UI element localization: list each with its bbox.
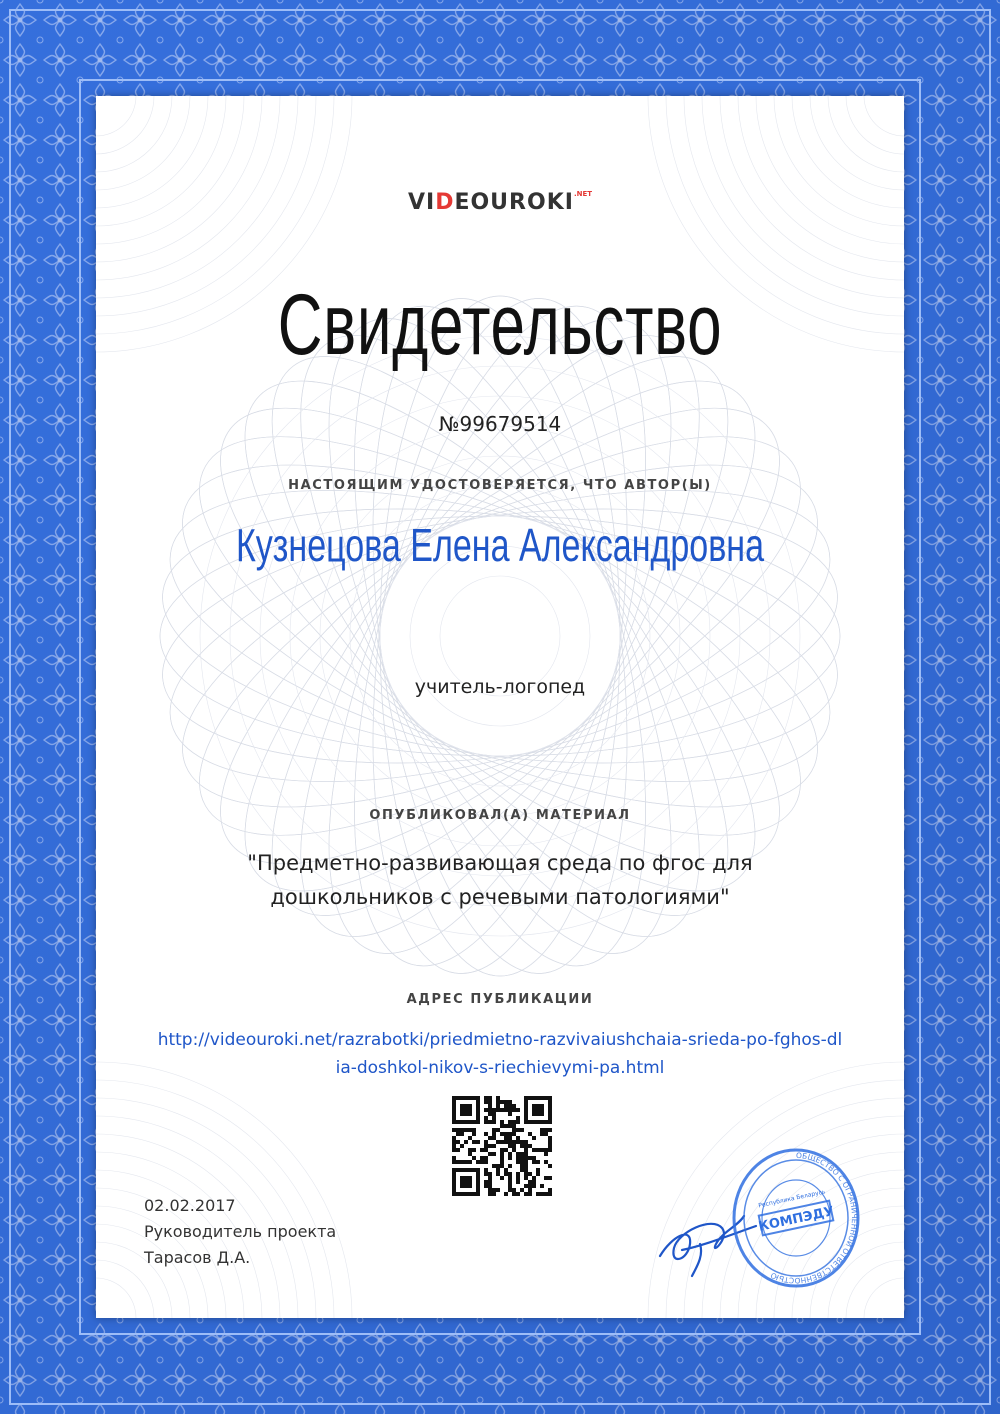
stamp-seal-icon <box>730 1142 862 1292</box>
logo-net: .NET <box>573 190 593 198</box>
logo-part-red: D <box>435 190 455 215</box>
certificate-title: Свидетельство <box>277 277 723 373</box>
videouroki-logo <box>96 190 904 215</box>
stamp-center-text: КОМПЭДУ <box>757 1204 836 1235</box>
address-caption: АДРЕС ПУБЛИКАЦИИ <box>406 992 594 1007</box>
issue-date: 02.02.2017 <box>144 1196 236 1215</box>
author-position: учитель-логопед <box>414 676 586 698</box>
certify-caption: НАСТОЯЩИМ УДОСТОВЕРЯЕТСЯ, ЧТО АВТОР(Ы) <box>288 478 712 493</box>
qr-code-icon <box>452 1096 552 1196</box>
head-name: Тарасов Д.А. <box>144 1248 251 1267</box>
stamp-country-text: Республика Беларусь <box>757 1188 827 1210</box>
stamp-ring-text: ОБЩЕСТВО С ОГРАНИЧЕННОЙ ОТВЕТСТВЕННОСТЬЮ <box>769 1150 859 1286</box>
head-label: Руководитель проекта <box>144 1222 337 1241</box>
material-title: "Предметно-развивающая среда по фгос для дошкольников с речевыми патологиями" <box>247 851 753 909</box>
publication-url-link[interactable]: http://videouroki.net/razrabotki/priedmietno-razvivaiushchaia-srieda-po-fghos-dlia-doshkol-nikov-s-riechievymi-pa.html <box>157 1030 843 1078</box>
logo-part-2: EOUROKI <box>454 190 574 215</box>
certificate-sheet <box>96 96 904 1318</box>
logo-part-1: VI <box>407 190 436 215</box>
published-caption: ОПУБЛИКОВАЛ(А) МАТЕРИАЛ <box>369 808 631 823</box>
author-name: Кузнецова Елена Александровна <box>235 519 765 571</box>
certificate-number: №99679514 <box>438 412 562 436</box>
